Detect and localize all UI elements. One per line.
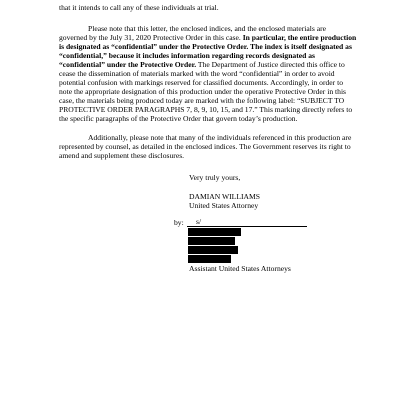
bold-text-run: In particular, the entire production: [242, 33, 357, 42]
signer-role: Assistant United States Attorneys: [189, 264, 291, 273]
text-run: potential confusion with markings reserved for classified documents. Accordingly, in order to: [59, 78, 343, 87]
top-fragment: that it intends to call any of these individuals at trial.: [59, 3, 219, 12]
signature-mark: s/: [196, 217, 202, 226]
paragraph-counsel: [59, 133, 352, 160]
paragraph-line: [59, 96, 343, 105]
text-run: case, the materials being produced today are marked with the following label: “SUBJECT TO: [59, 96, 345, 105]
by-label: by:: [174, 218, 184, 227]
closing: Very truly yours,: [189, 173, 241, 182]
bold-text-run: “confidential,” because it includes information regarding records designated as: [59, 51, 316, 60]
redaction-bar: [188, 246, 238, 254]
paragraph-line: [59, 87, 347, 96]
signer-title: United States Attorney: [189, 201, 259, 210]
paragraph-protective-order: [59, 24, 357, 123]
paragraph-line: [59, 33, 357, 42]
redaction-bar: [188, 228, 241, 236]
redaction-bar: [188, 237, 235, 245]
paragraph-line: [59, 24, 343, 33]
signer-name: DAMIAN WILLIAMS: [189, 192, 260, 201]
text-run: the specific paragraphs of the Protective Order that govern today’s production.: [59, 114, 298, 123]
bold-text-run: is designated as “confidential” under the Protective Order. The index is itself designated as: [59, 42, 352, 51]
bold-text-run: “confidential” under the Protective Order.: [59, 60, 197, 69]
paragraph-line: represented by counsel, as detailed in the enclosed indices. The Government reserves its right to: [59, 142, 351, 151]
paragraph-line: [59, 114, 343, 123]
paragraph-line: [59, 51, 343, 60]
paragraph-line: amend and supplement these disclosures.: [59, 151, 185, 160]
text-run: The Department of Justice directed this office to: [196, 60, 345, 69]
text-run: note the appropriate designation of this production under the operative Protective Order in this: [59, 87, 347, 96]
paragraph-line: [59, 69, 343, 78]
text-run: Please note that this letter, the enclosed indices, and the enclosed materials are: [88, 24, 326, 33]
paragraph-line: [59, 78, 343, 87]
text-run: PROTECTIVE ORDER PARAGRAPHS 7, 8, 9, 10, 15, and 17.” This marking directly refers to: [59, 105, 353, 114]
signature-line: [187, 226, 307, 227]
paragraph-line: [59, 60, 343, 69]
text-run: governed by the July 31, 2020 Protective Order in this case.: [59, 33, 243, 42]
paragraph-line: Additionally, please note that many of the individuals referenced in this production are: [88, 133, 352, 142]
paragraph-line: [59, 42, 352, 51]
paragraph-line: [59, 105, 353, 114]
redaction-bar: [188, 255, 231, 263]
text-run: cease the dissemination of materials marked with the word “confidential” in order to avoid: [59, 69, 335, 78]
